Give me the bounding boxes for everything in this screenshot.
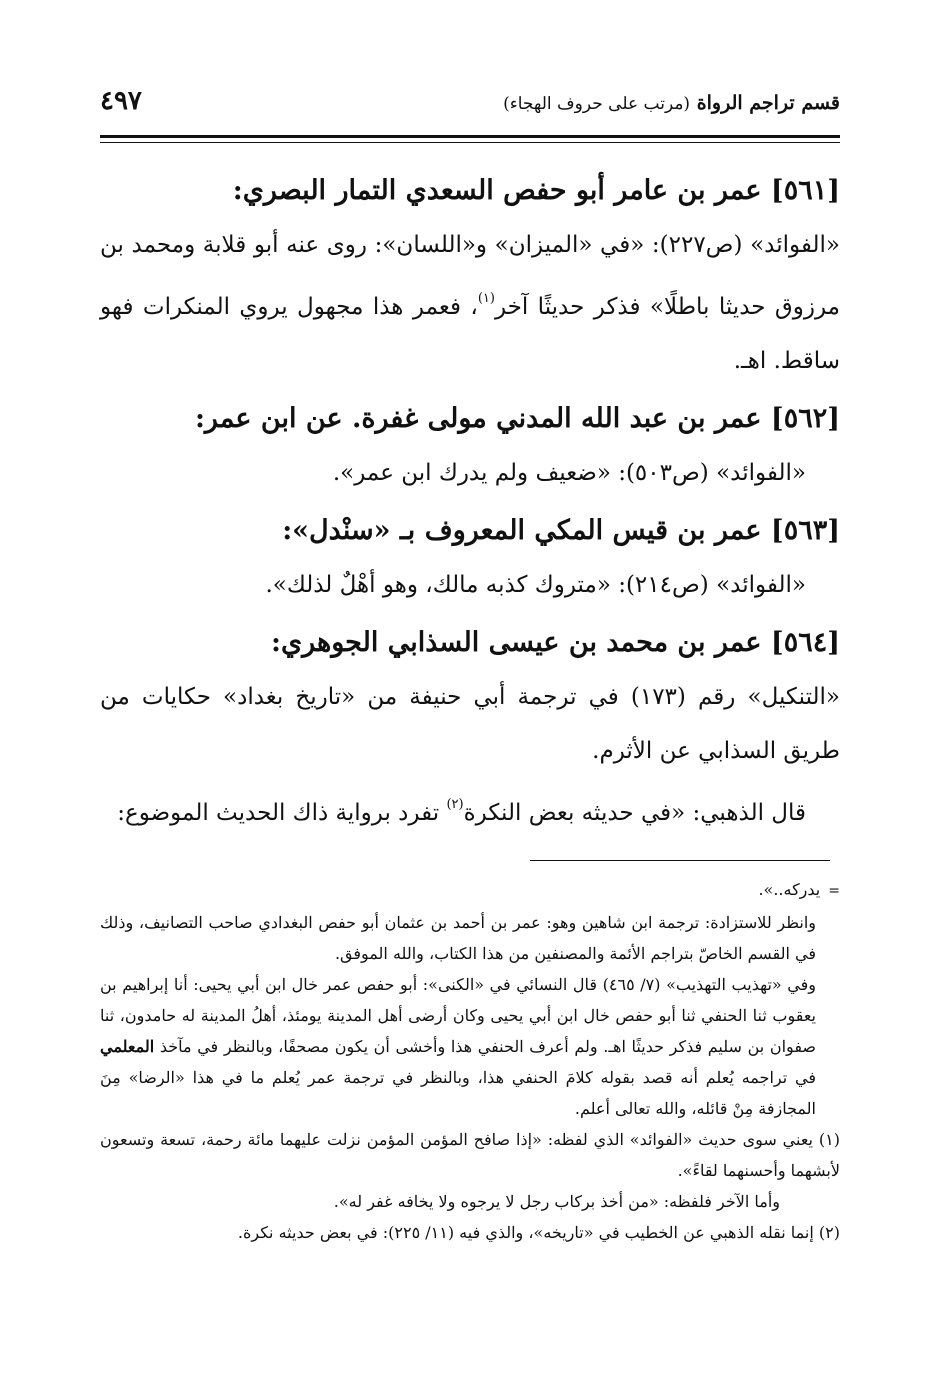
footnote-2: (٢) إنما نقله الذهبي عن الخطيب في «تاريخه»، والذي فيه (١١/ ٢٢٥): في بعض حديثه نكرة. bbox=[237, 1223, 840, 1242]
footnote-separator bbox=[530, 860, 830, 861]
footnote-continuation: =يدركه..». bbox=[758, 880, 840, 899]
entry-title-561: [٥٦١] عمر بن عامر أبو حفص السعدي التمار البصري: bbox=[232, 175, 840, 206]
footnote-bold-term: المعلمي bbox=[100, 1037, 155, 1056]
entry-title-562: [٥٦٢] عمر بن عبد الله المدني مولى غفرة. عن ابن عمر: bbox=[194, 403, 840, 434]
entry-paragraph-561: «الفوائد» (ص٢٢٧): «في «الميزان» و«اللسان»: روى عنه أبو قلابة ومحمد بن مرزوق حديثا باطلًا» فذكر حديثًا آخر$^{(١)}$، فعمر هذا مجهول يروي المنكرات فهو ساقط. اهـ. bbox=[100, 232, 840, 374]
entry-paragraph-564: «التنكيل» رقم (١٧٣) في ترجمة أبي حنيفة من «تاريخ بغداد» حكايات من طريق السذابي عن الأثرم. bbox=[100, 684, 840, 764]
running-title bbox=[503, 92, 840, 114]
page-number: ٤٩٧ bbox=[100, 86, 142, 116]
footnote-ref-1: (١) bbox=[477, 291, 495, 306]
footnote-paragraph: وانظر للاستزادة: ترجمة ابن شاهين وهو: عمر بن أحمد بن عثمان أبو حفص البغدادي صاحب التصانيف، وذلك في القسم الخاصّ بتراجم الأئمة والمصنفين من هذا الكتاب، والله الموفق. bbox=[100, 913, 816, 963]
footnote-ref-2: (٢) bbox=[446, 797, 464, 812]
footnote-1-continued: وأما الآخر فلفظه: «من أخذ بركاب رجل لا يرجوه ولا يخافه غفر له». bbox=[333, 1192, 780, 1211]
entry-title-564: [٥٦٤] عمر بن محمد بن عيسى السذابي الجوهري: bbox=[271, 627, 840, 658]
page-header bbox=[100, 86, 840, 130]
running-title-sub: (مرتب على حروف الهجاء) bbox=[503, 94, 691, 114]
running-title-main: قسم تراجم الرواة bbox=[696, 92, 840, 114]
footnotes bbox=[100, 874, 840, 1248]
entry-paragraph-564-quote: قال الذهبي: «في حديثه بعض النكرة$^{(٢)}$ تفرد برواية ذاك الحديث الموضوع: bbox=[117, 797, 806, 826]
footnote-1: (١) يعني سوى حديث «الفوائد» الذي لفظه: «إذا صافح المؤمن المؤمن نزلت عليهما مائة رحمة، تسعة وتسعون لأبشهما وأحسنهما لقاءً». bbox=[100, 1130, 840, 1180]
entry-title-563: [٥٦٣] عمر بن قيس المكي المعروف بـ «سنْدل»: bbox=[282, 515, 840, 546]
entry-paragraph-563: «الفوائد» (ص٢١٤): «متروك كذبه مالك، وهو أهْلٌ لذلك». bbox=[265, 572, 806, 598]
header-rule-thin bbox=[100, 142, 840, 143]
continuation-mark: = bbox=[828, 883, 840, 899]
main-text bbox=[100, 160, 840, 840]
entry-paragraph-562: «الفوائد» (ص٥٠٣): «ضعيف ولم يدرك ابن عمر». bbox=[332, 460, 806, 486]
header-rule-thick bbox=[100, 135, 840, 138]
footnote-paragraph: وفي «تهذيب التهذيب» (٧/ ٤٦٥) قال النسائي في «الكنى»: أبو حفص عمر خال ابن أبي يحيى: أنا إبراهيم بن يعقوب ثنا الحنفي ثنا أبو حفص خال ابن أبي يحيى وكان أرضى أهل المدينة يومئذ، أهلُ المدينة له حامدون، ثنا صفوان بن سليم فذكر حديثًا اهـ. ولم أعرف الحنفي هذا وأخشى أن يكون مصحفًا، وبالنظر في مآخذ المعلمي في تراجمه يُعلم أنه قصد بقوله كلامَ الحنفي هذا، وبالنظر في ترجمة عمر يُعلم ما في هذا «الرضا» مِنَ المجازفة مِنْ قائله، والله تعالى أعلم. bbox=[100, 975, 817, 1118]
